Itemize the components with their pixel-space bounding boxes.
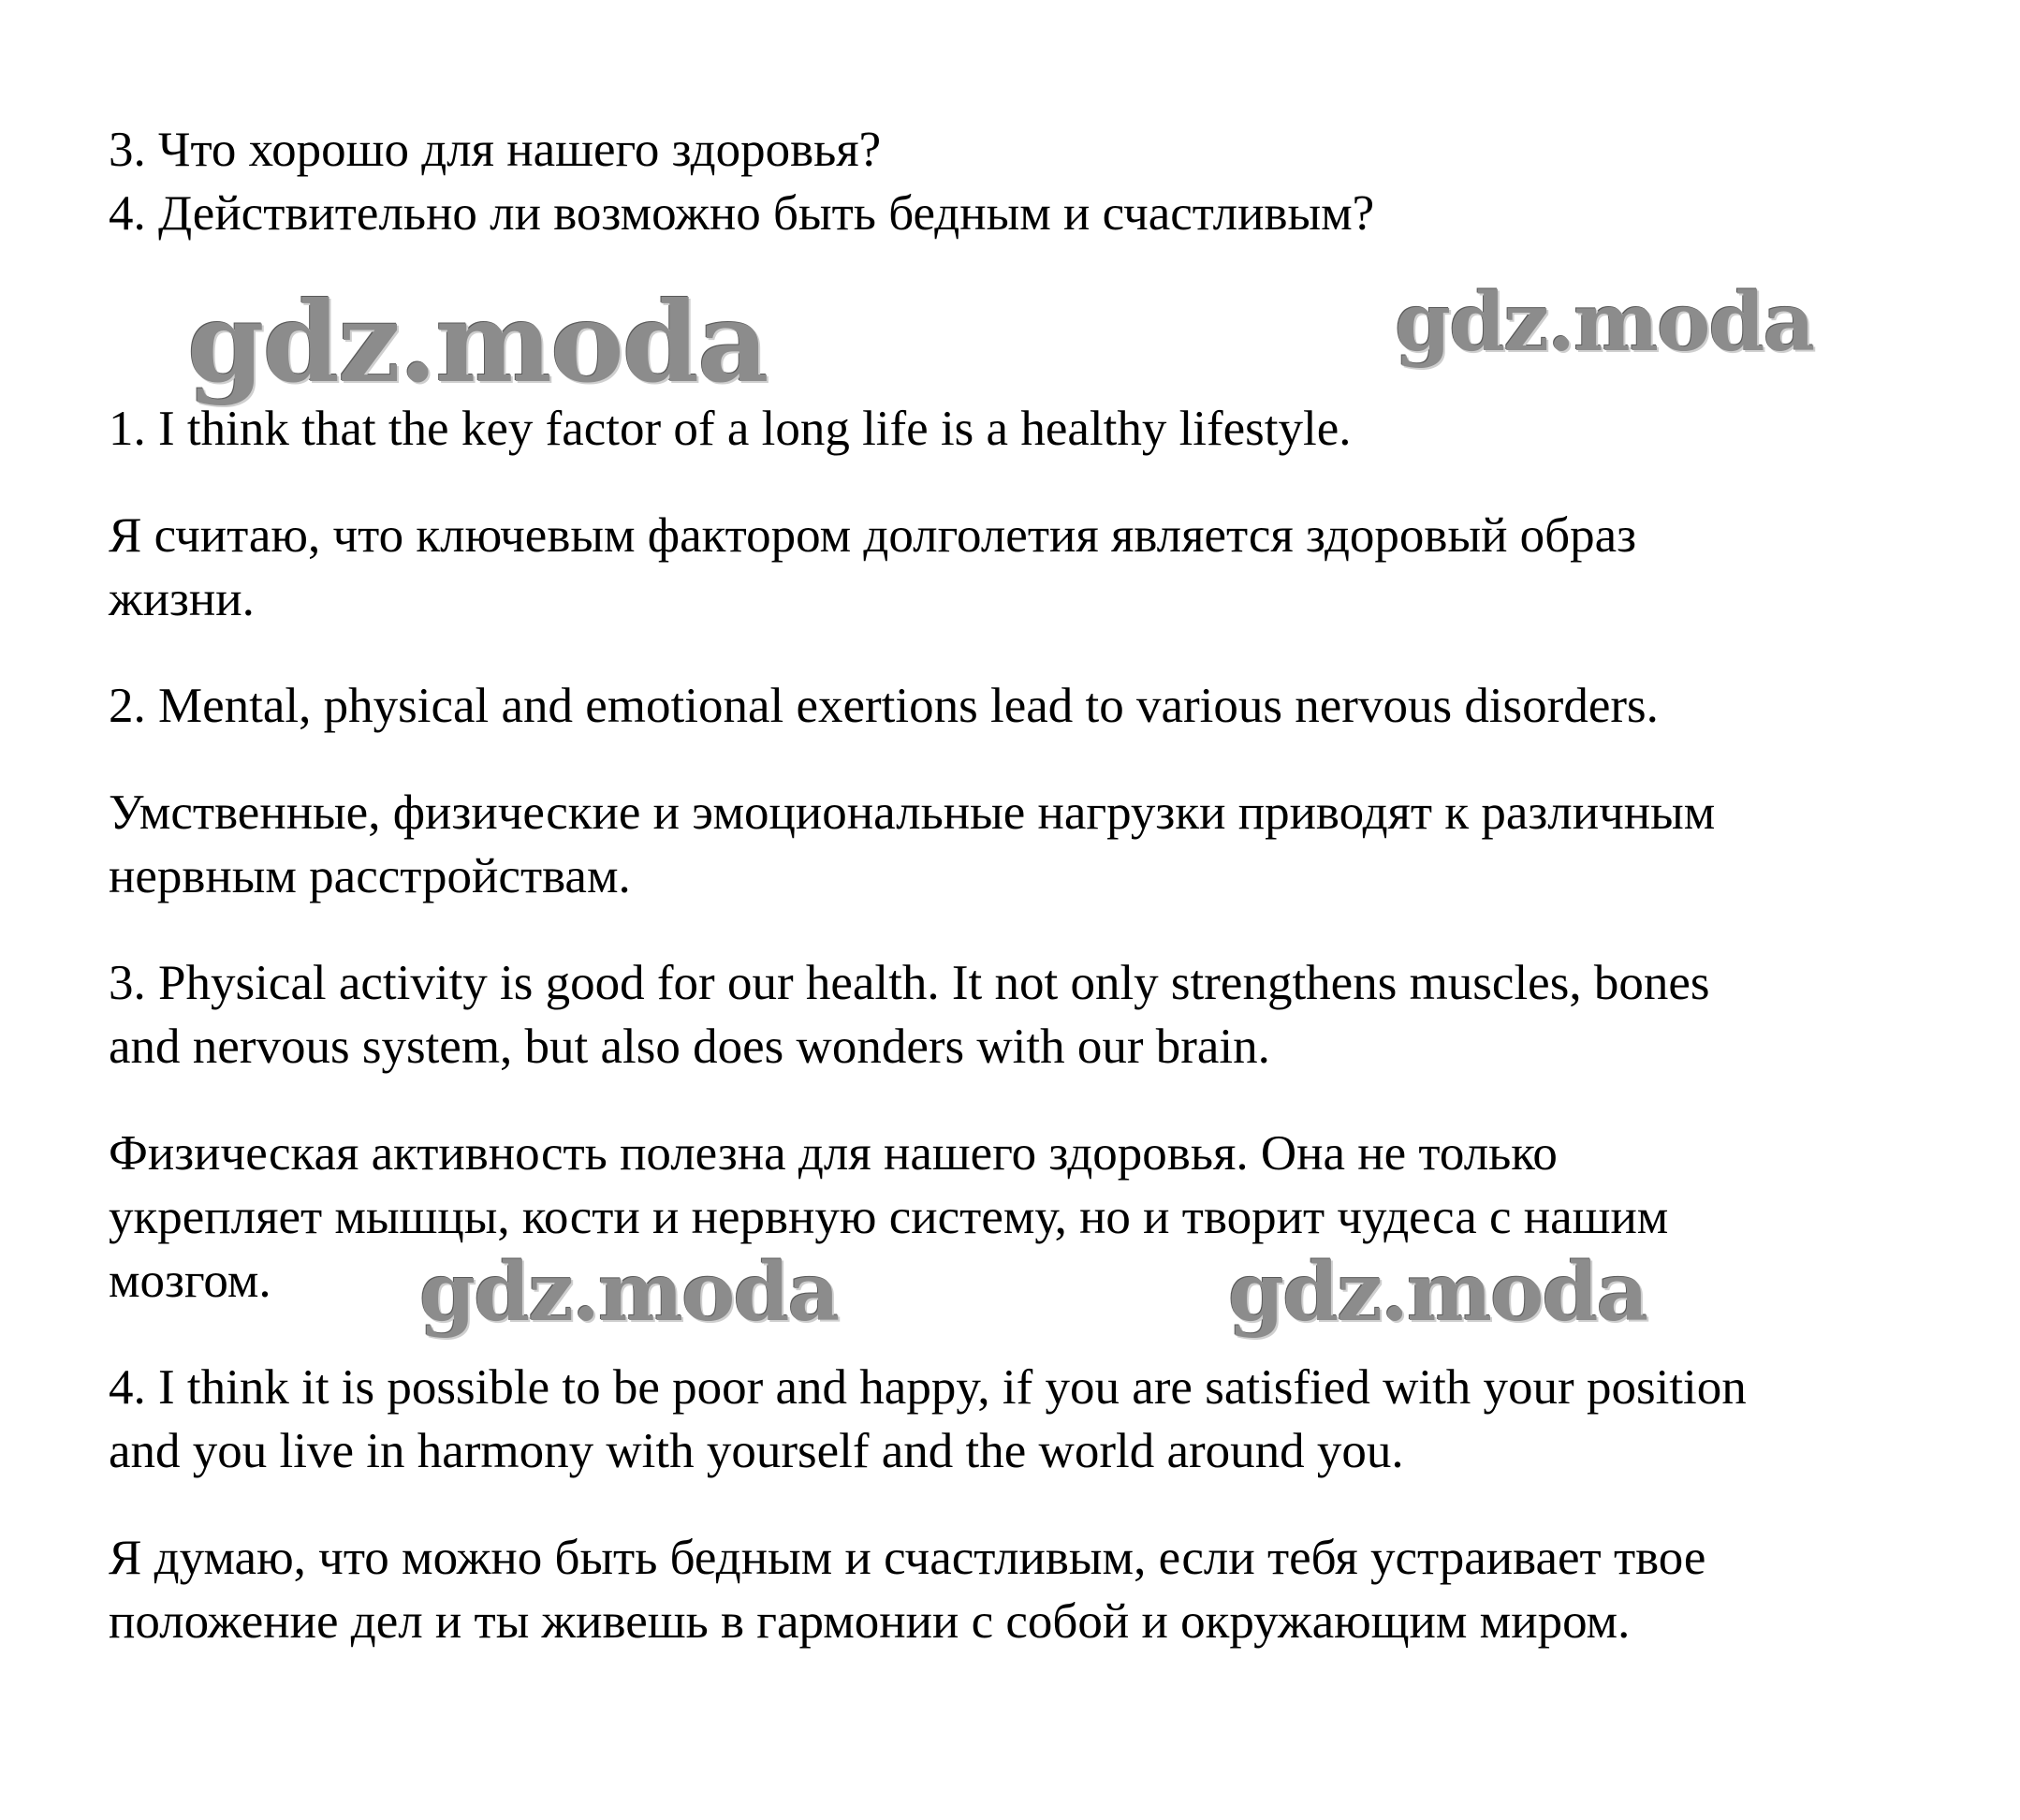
answer-2-ru-line: Умственные, физические и эмоциональные нагрузки приводят к различным xyxy=(109,785,1716,840)
answer-3-en-line: 3. Physical activity is good for our health. It not only strengthens muscles, bones xyxy=(109,956,1710,1010)
answer-4-ru-line: положение дел и ты живешь в гармонии с собой и окружающим миром. xyxy=(109,1594,1631,1649)
answer-3-en-line: and nervous system, but also does wonders with our brain. xyxy=(109,1020,1270,1074)
answer-3-ru-line: Физическая активность полезна для нашего здоровья. Она не только xyxy=(109,1126,1558,1181)
answer-2-en: 2. Mental, physical and emotional exertions lead to various nervous disorders. xyxy=(109,679,1659,733)
watermark-logo: gdz.moda xyxy=(1228,1245,1647,1340)
answer-3-ru-line: мозгом. xyxy=(109,1254,271,1308)
answer-1-ru-line: Я считаю, что ключевым фактором долголетия является здоровый образ xyxy=(109,508,1637,563)
answer-4-ru-line: Я думаю, что можно быть бедным и счастливым, если тебя устраивает твое xyxy=(109,1531,1706,1585)
answer-4-en-line: and you live in harmony with yourself and the world around you. xyxy=(109,1424,1404,1478)
watermark-logo: gdz.moda xyxy=(1395,275,1814,370)
watermark-logo: gdz.moda xyxy=(187,277,768,407)
answer-4-en-line: 4. I think it is possible to be poor and happy, if you are satisfied with your position xyxy=(109,1360,1747,1415)
answer-1-en: 1. I think that the key factor of a long life is a healthy lifestyle. xyxy=(109,402,1352,456)
watermark-logo: gdz.moda xyxy=(419,1245,839,1340)
question-4: 4. Действительно ли возможно быть бедным и счастливым? xyxy=(109,186,1375,241)
answer-3-ru-line: укрепляет мышцы, кости и нервную систему, но и творит чудеса с нашим xyxy=(109,1190,1669,1244)
answer-1-ru-line: жизни. xyxy=(109,572,255,626)
answer-2-ru-line: нервным расстройствам. xyxy=(109,849,631,903)
question-3: 3. Что хорошо для нашего здоровья? xyxy=(109,123,882,177)
